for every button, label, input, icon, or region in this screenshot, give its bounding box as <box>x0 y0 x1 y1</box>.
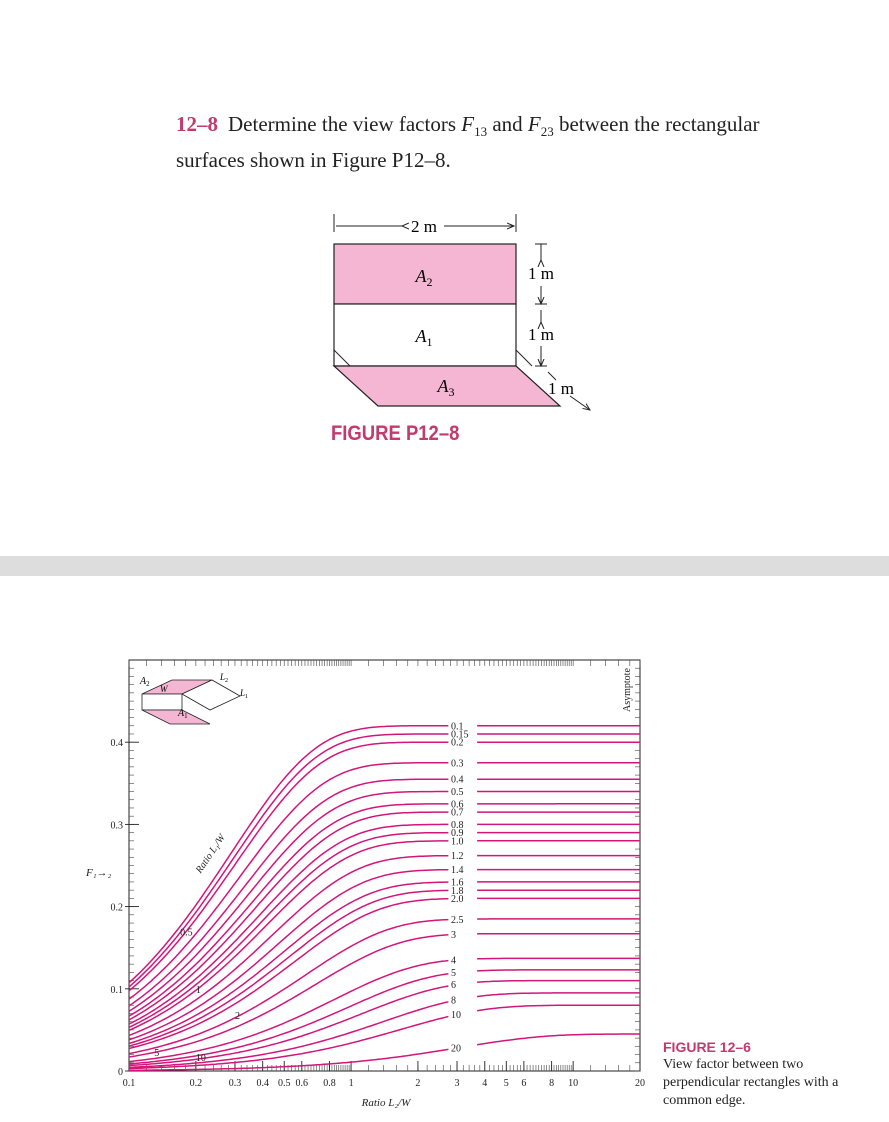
svg-text:W: W <box>160 684 168 694</box>
y-tick-label: 0.1 <box>110 984 123 996</box>
figure-p12-8-caption: FIGURE P12–8 <box>331 422 460 445</box>
x-tick-label: 1 <box>348 1078 354 1089</box>
curve-label-1.2: 1.2 <box>451 851 464 863</box>
problem-statement: 12–8 Determine the view factors $F_{13}$ and $F_{23}$ between the rectangular surfaces shown in Figure P12–8. <box>176 112 760 173</box>
svg-text:A3: $A_3$ <box>437 376 455 399</box>
inner-curve-label: 0.5 <box>180 927 193 939</box>
width-label: 2 m <box>411 217 437 236</box>
curve-label-5: 5 <box>451 968 457 980</box>
curve-label-2.5: 2.5 <box>451 914 464 926</box>
figure-12-6-caption <box>663 1038 883 1110</box>
inner-curve-label: 1 <box>195 984 201 996</box>
curve-6-right <box>477 981 640 983</box>
svg-text:L1: $L_1$ <box>240 688 249 700</box>
dim-a2: 1 m <box>528 264 554 283</box>
curve-label-0.8: 0.8 <box>451 819 464 831</box>
x-tick-label: 0.6 <box>295 1078 309 1089</box>
curve-0.7-left <box>129 812 448 1023</box>
inner-curve-label: 10 <box>195 1053 206 1065</box>
y-tick-label: 0 <box>118 1067 123 1078</box>
curve-label-0.5: 0.5 <box>451 787 464 799</box>
curve-0.5-left <box>129 792 448 1012</box>
figure-12-6-title: FIGURE 12–6 <box>663 1039 751 1055</box>
curve-1.2-left <box>129 856 448 1036</box>
curve-10-right <box>477 1005 640 1011</box>
curve-label-4: 4 <box>451 955 457 967</box>
x-tick-label: 8 <box>549 1078 555 1089</box>
svg-text:L2: $L_2$ <box>220 672 229 684</box>
problem-number: 12–8 <box>176 112 218 136</box>
x-tick-label: 10 <box>568 1078 579 1089</box>
x-axis-label: Ratio L₂/W <box>361 1097 411 1109</box>
curve-label-8: 8 <box>451 995 457 1007</box>
view-factor-chart <box>80 650 660 1120</box>
x-tick-label: 0.3 <box>228 1078 242 1089</box>
y-tick-label: 0.4 <box>110 738 123 750</box>
x-tick-label: 4 <box>482 1078 488 1089</box>
curve-8-right <box>477 993 640 997</box>
curve-label-0.15: 0.15 <box>451 729 469 741</box>
dim-a1: 1 m <box>528 325 554 344</box>
x-tick-label: 3 <box>454 1078 460 1089</box>
figure-12-6-text: View factor between two perpendicular rectangles with a common edge. <box>663 1057 839 1108</box>
curve-label-0.9: 0.9 <box>451 828 464 840</box>
x-tick-label: 5 <box>503 1078 509 1089</box>
dim-a3: 1 m <box>548 379 574 398</box>
rectangles-inset-diagram <box>139 672 248 724</box>
svg-text:A2: $A_2$ <box>415 266 433 289</box>
curve-label-1.8: 1.8 <box>451 885 464 897</box>
curve-0.1-left <box>129 726 448 983</box>
svg-text:A1: $A_1$ <box>415 326 433 349</box>
curve-label-6: 6 <box>451 980 457 992</box>
curve-label-0.7: 0.7 <box>451 807 464 819</box>
curve-label-20: 20 <box>451 1043 462 1055</box>
curve-0.6-left <box>129 804 448 1016</box>
curve-label-1.0: 1.0 <box>451 836 464 848</box>
x-tick-label: 6 <box>521 1078 527 1089</box>
inner-curve-label: 5 <box>154 1048 160 1060</box>
x-tick-label: 0.8 <box>323 1078 336 1089</box>
curve-label-1.6: 1.6 <box>451 877 464 889</box>
curve-label-3: 3 <box>451 929 457 941</box>
family-label: Ratio L₁/W <box>193 832 228 876</box>
curve-label-2.0: 2.0 <box>451 894 464 906</box>
x-tick-label: 0.4 <box>256 1078 269 1089</box>
curve-20-right <box>477 1034 640 1045</box>
curve-label-0.6: 0.6 <box>451 799 464 811</box>
curve-0.8-left <box>129 824 448 1024</box>
y-tick-label: 0.2 <box>110 902 123 914</box>
x-tick-label: 20 <box>635 1078 645 1089</box>
curve-label-0.4: 0.4 <box>451 774 464 786</box>
page-divider <box>0 556 889 576</box>
curve-5-right <box>477 970 640 971</box>
curve-1.8-left <box>129 890 448 1046</box>
curve-label-0.2: 0.2 <box>451 737 464 749</box>
x-tick-label: 2 <box>415 1078 421 1089</box>
curve-0.3-left <box>129 763 448 999</box>
curve-label-1.4: 1.4 <box>451 865 464 877</box>
asymptote-label: Asymptote <box>622 668 633 712</box>
curve-label-0.1: 0.1 <box>451 721 464 733</box>
svg-text:A2: $A_2$ <box>140 676 150 688</box>
inner-curve-label: 2 <box>234 1011 240 1023</box>
curve-label-0.3: 0.3 <box>451 758 464 770</box>
x-tick-label: 0.5 <box>277 1078 291 1089</box>
svg-text:A1: $A_1$ <box>178 708 188 720</box>
x-tick-label: 0.1 <box>122 1078 136 1089</box>
x-tick-label: 0.2 <box>189 1078 203 1089</box>
y-tick-label: 0.3 <box>110 820 123 832</box>
curve-label-10: 10 <box>451 1010 462 1022</box>
y-axis-label: F₁→₂ <box>86 867 112 879</box>
